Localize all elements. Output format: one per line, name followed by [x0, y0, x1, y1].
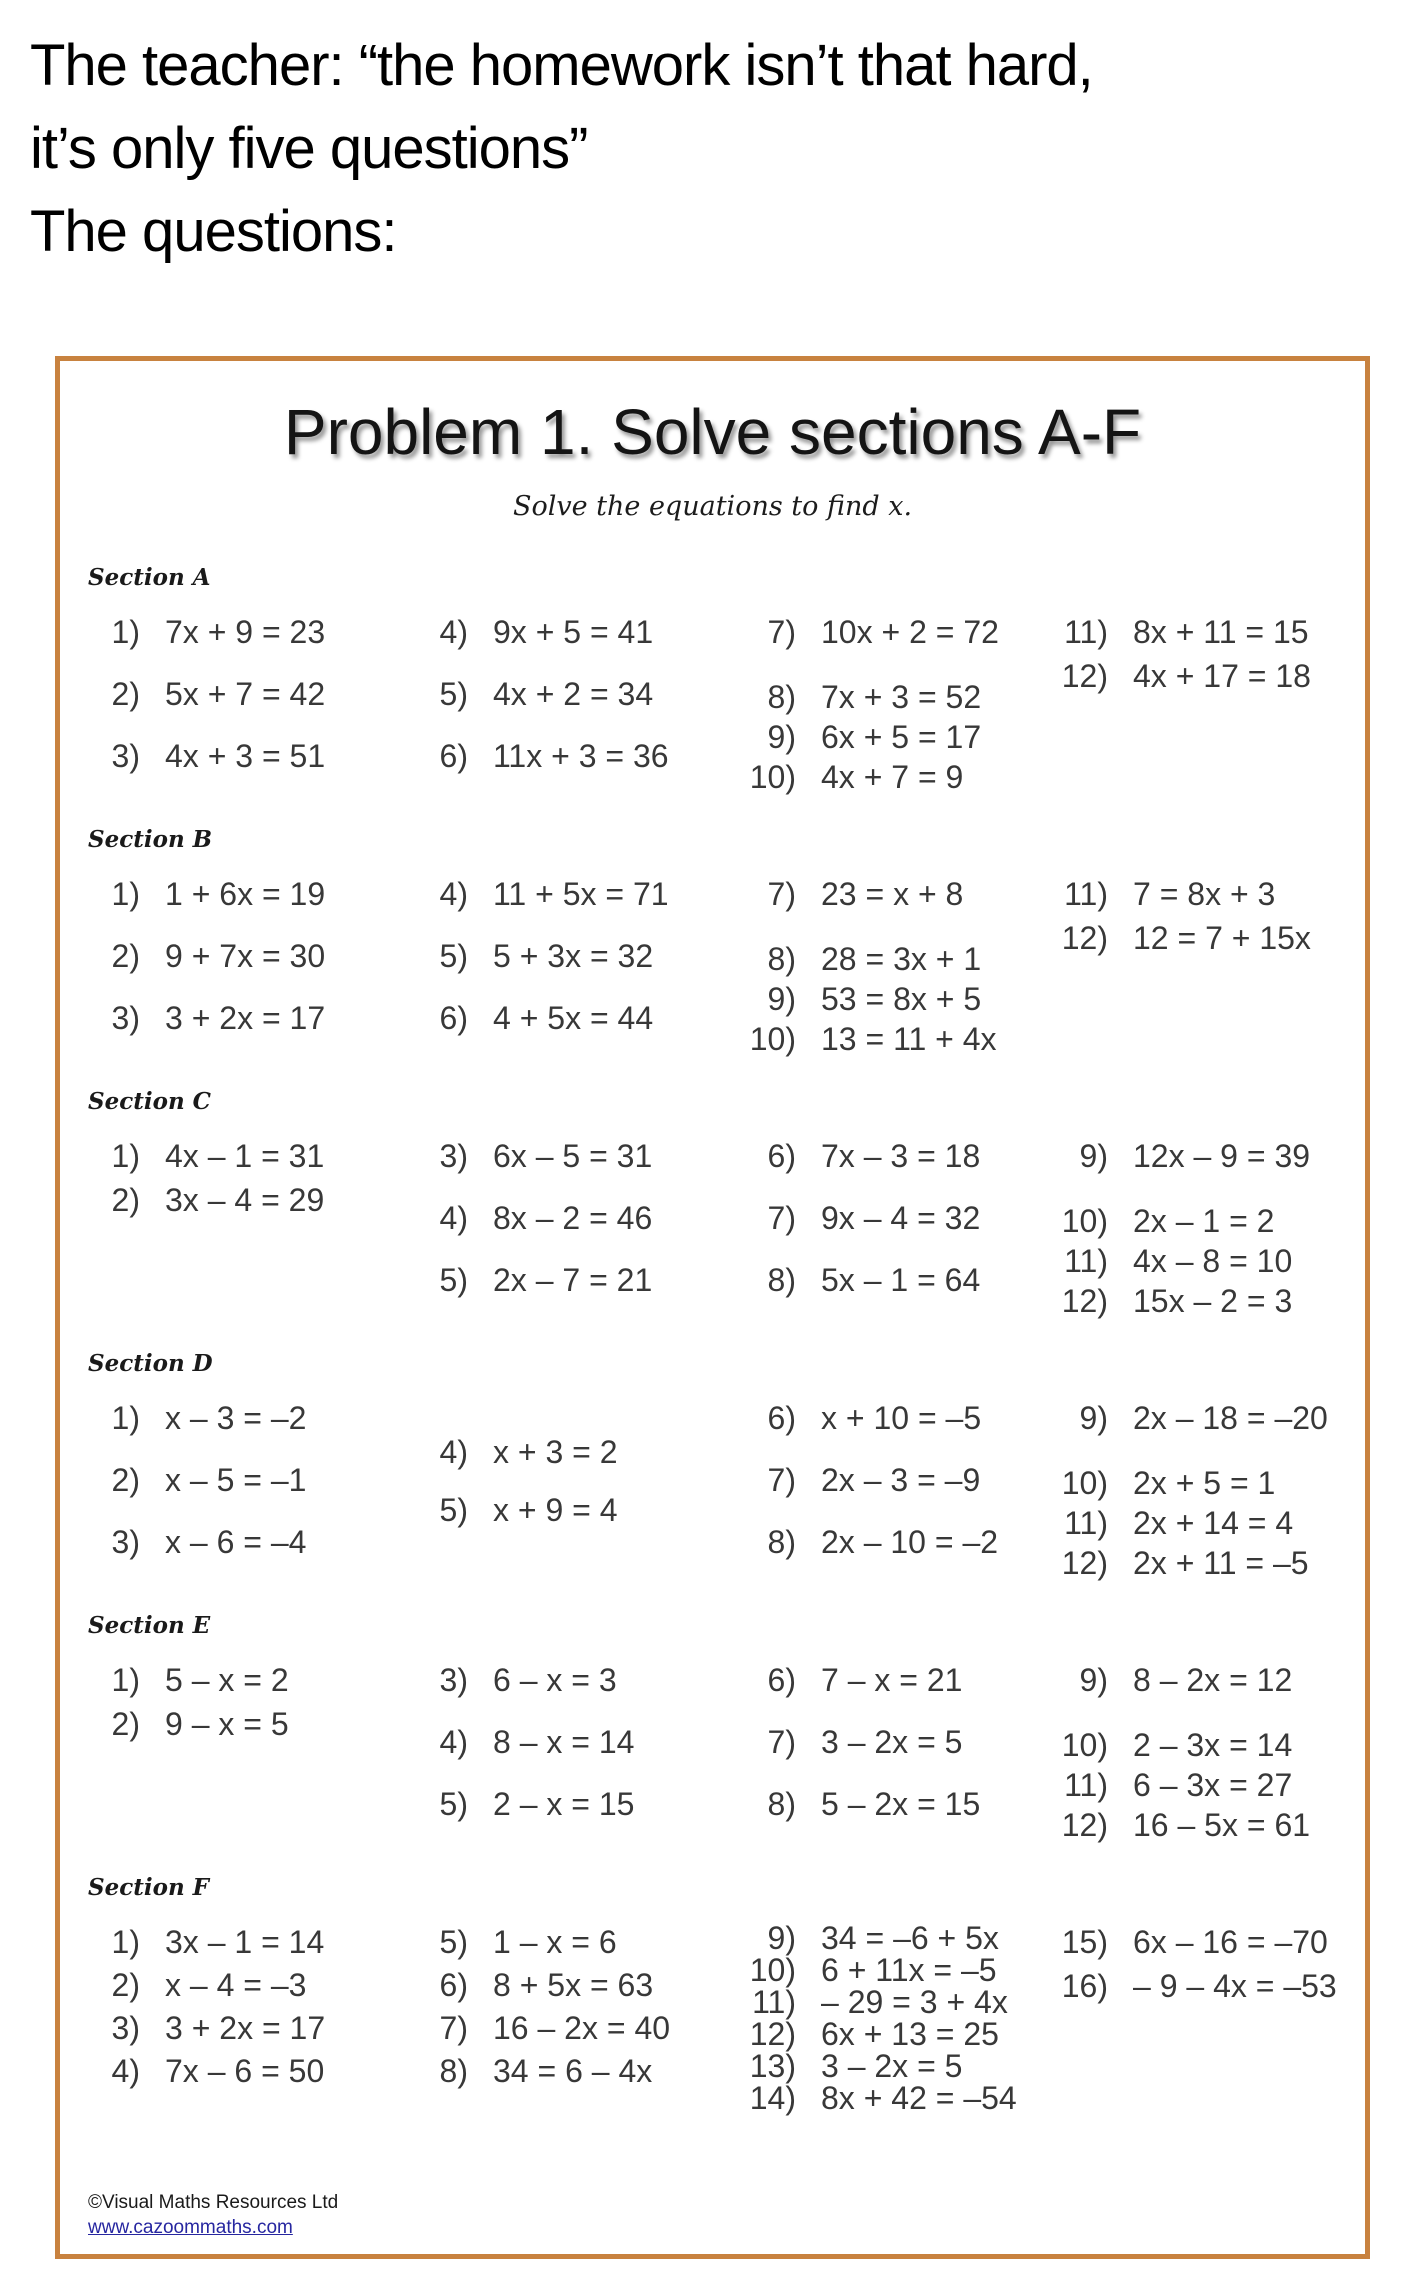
equation-row	[416, 1433, 618, 1471]
section-grid	[88, 1920, 1339, 2116]
equation-row	[416, 1137, 652, 1175]
equation-number: 2)	[111, 1967, 140, 2003]
equation-text: x + 10 = –5	[821, 1400, 982, 1436]
equation-text: 12x – 9 = 39	[1133, 1138, 1311, 1174]
equation-text: 3 – 2x = 5	[821, 1724, 963, 1760]
equation-number: 4)	[111, 2053, 140, 2089]
equation-number: 11)	[1064, 1767, 1108, 1803]
equation-number: 1)	[111, 1924, 140, 1960]
equation-number: 16)	[1061, 1968, 1108, 2004]
equation-number: 2)	[111, 1462, 140, 1498]
worksheet-footer	[86, 2190, 1339, 2254]
equation-text: 9x + 5 = 41	[493, 614, 654, 650]
equation-text: x – 3 = –2	[165, 1400, 307, 1436]
equation-number: 3)	[111, 2010, 140, 2046]
equation-text: 10x + 2 = 72	[821, 614, 999, 650]
equation-column	[88, 613, 416, 775]
equation-row	[416, 1199, 652, 1237]
worksheet-box	[55, 356, 1370, 2259]
meme-line-3: The questions:	[30, 199, 397, 264]
equation-row	[416, 1491, 618, 1529]
equation-number: 2)	[111, 1706, 140, 1742]
equation-text: 4x + 7 = 9	[821, 759, 964, 795]
equation-number: 9)	[1079, 1400, 1108, 1436]
equation-row	[1056, 613, 1309, 651]
equation-row	[744, 980, 981, 1018]
equation-column	[1056, 1661, 1339, 1844]
equation-text: 11 + 5x = 71	[493, 876, 669, 912]
equation-text: 2x + 11 = –5	[1133, 1545, 1309, 1581]
section-b	[88, 826, 1339, 1058]
equation-text: 3 – 2x = 5	[821, 2048, 963, 2084]
equation-number: 3)	[439, 1662, 468, 1698]
section-header: Section E	[88, 1612, 211, 1639]
equation-row	[1056, 1202, 1274, 1240]
section-grid	[88, 613, 1339, 796]
equation-row	[416, 1261, 652, 1299]
equation-row	[88, 1923, 324, 1961]
equation-text: 4x – 1 = 31	[165, 1138, 325, 1174]
section-d	[88, 1350, 1339, 1582]
equation-number: 1)	[111, 1400, 140, 1436]
equation-row	[88, 1181, 324, 1219]
equation-number: 3)	[111, 738, 140, 774]
equation-row	[416, 2009, 670, 2047]
equation-row	[744, 1785, 980, 1823]
equation-row	[416, 1966, 653, 2004]
equation-text: 7x + 3 = 52	[821, 679, 982, 715]
equation-text: 6x – 5 = 31	[493, 1138, 653, 1174]
equation-number: 6)	[767, 1400, 796, 1436]
equation-row	[1056, 1544, 1309, 1582]
equation-number: 7)	[767, 876, 796, 912]
equation-row	[1056, 1806, 1310, 1844]
equation-row	[88, 2052, 324, 2090]
equation-number: 2)	[111, 938, 140, 974]
section-header: Section D	[88, 1350, 213, 1377]
equation-number: 5)	[439, 676, 468, 712]
equation-text: 4x – 8 = 10	[1133, 1243, 1293, 1279]
equation-text: 16 – 5x = 61	[1133, 1807, 1311, 1843]
equation-number: 10)	[749, 1021, 796, 1057]
equation-row	[416, 937, 653, 975]
equation-row	[1056, 1726, 1292, 1764]
equation-number: 2)	[111, 1182, 140, 1218]
equation-number: 1)	[111, 1662, 140, 1698]
equation-text: 6x + 5 = 17	[821, 719, 982, 755]
equation-text: 2x – 7 = 21	[493, 1262, 653, 1298]
equation-number: 8)	[767, 1786, 796, 1822]
equation-text: 6 – x = 3	[493, 1662, 617, 1698]
equation-number: 11)	[1064, 614, 1108, 650]
equation-row	[88, 1461, 306, 1499]
equation-column	[744, 1137, 1056, 1299]
equation-row	[416, 737, 669, 775]
equation-text: 2x + 14 = 4	[1133, 1505, 1294, 1541]
equation-row	[744, 1661, 962, 1699]
equation-text: x – 4 = –3	[165, 1967, 307, 2003]
equation-column	[1056, 1399, 1339, 1582]
equation-text: x + 9 = 4	[493, 1492, 618, 1528]
equation-number: 10)	[1061, 1465, 1108, 1501]
equation-text: x – 5 = –1	[165, 1462, 307, 1498]
equation-text: 34 = –6 + 5x	[821, 1920, 999, 1956]
equation-number: 9)	[767, 1920, 796, 1956]
equation-text: 6x – 16 = –70	[1133, 1924, 1328, 1960]
equation-row	[744, 758, 963, 796]
equation-text: – 9 – 4x = –53	[1133, 1968, 1337, 2004]
equation-text: 1 – x = 6	[493, 1924, 617, 1960]
equation-row	[744, 1137, 980, 1175]
equation-number: 7)	[439, 2010, 468, 2046]
equation-number: 12)	[749, 2016, 796, 2052]
equation-number: 8)	[767, 941, 796, 977]
equation-number: 5)	[439, 1786, 468, 1822]
equation-column	[744, 1920, 1056, 2116]
equation-number: 13)	[749, 2048, 796, 2084]
equation-row	[88, 1966, 306, 2004]
equation-row	[88, 2009, 325, 2047]
equation-column	[416, 875, 744, 1037]
equation-text: 6 + 11x = –5	[821, 1952, 997, 1988]
equation-column	[88, 1399, 416, 1561]
equation-text: 2x – 3 = –9	[821, 1462, 981, 1498]
worksheet-sections	[86, 564, 1339, 2144]
equation-row	[1056, 1967, 1337, 2005]
equation-number: 12)	[1061, 1807, 1108, 1843]
equation-column	[1056, 613, 1339, 695]
equation-text: 5 – 2x = 15	[821, 1786, 981, 1822]
equation-number: 8)	[767, 1262, 796, 1298]
equation-number: 5)	[439, 1924, 468, 1960]
copyright-text: ©Visual Maths Resources Ltd	[88, 2192, 339, 2213]
equation-row	[1056, 919, 1311, 957]
equation-number: 5)	[439, 1262, 468, 1298]
equation-row	[1056, 657, 1311, 695]
equation-text: 9 – x = 5	[165, 1706, 289, 1742]
equation-number: 9)	[767, 981, 796, 1017]
section-header: Section C	[88, 1088, 211, 1115]
equation-text: 6 – 3x = 27	[1133, 1767, 1293, 1803]
equation-text: 4x + 3 = 51	[165, 738, 326, 774]
equation-text: 13 = 11 + 4x	[821, 1021, 997, 1057]
equation-number: 5)	[439, 1492, 468, 1528]
section-grid	[88, 875, 1339, 1058]
equation-text: 12 = 7 + 15x	[1133, 920, 1311, 956]
equation-row	[744, 2080, 1017, 2116]
equation-number: 7)	[767, 1462, 796, 1498]
equation-number: 9)	[767, 719, 796, 755]
equation-number: 3)	[439, 1138, 468, 1174]
equation-text: 9x – 4 = 32	[821, 1200, 981, 1236]
section-f	[88, 1874, 1339, 2114]
equation-text: 2x + 5 = 1	[1133, 1465, 1276, 1501]
equation-number: 12)	[1061, 1283, 1108, 1319]
equation-row	[744, 1261, 980, 1299]
equation-column	[744, 1399, 1056, 1561]
equation-row	[1056, 1242, 1292, 1280]
equation-row	[744, 1199, 980, 1237]
equation-number: 10)	[749, 1952, 796, 1988]
equation-column	[88, 875, 416, 1037]
equation-text: 4x + 17 = 18	[1133, 658, 1311, 694]
equation-row	[1056, 1504, 1293, 1542]
equation-number: 4)	[439, 1724, 468, 1760]
equation-row	[416, 675, 653, 713]
equation-text: 3x – 4 = 29	[165, 1182, 325, 1218]
section-grid	[88, 1661, 1339, 1844]
equation-row	[744, 1020, 997, 1058]
equation-text: 3 + 2x = 17	[165, 2010, 326, 2046]
equation-text: 7x – 3 = 18	[821, 1138, 981, 1174]
equation-text: 3 + 2x = 17	[165, 1000, 326, 1036]
equation-row	[744, 940, 981, 978]
equation-row	[1056, 875, 1275, 913]
equation-row	[416, 875, 669, 913]
equation-text: 7x – 6 = 50	[165, 2053, 325, 2089]
equation-row	[1056, 1464, 1275, 1502]
equation-text: 7 – x = 21	[821, 1662, 963, 1698]
equation-text: x + 3 = 2	[493, 1434, 618, 1470]
equation-number: 4)	[439, 614, 468, 650]
equation-number: 10)	[1061, 1727, 1108, 1763]
equation-column	[416, 613, 744, 775]
equation-number: 14)	[749, 2080, 796, 2116]
equation-text: 2x – 10 = –2	[821, 1524, 999, 1560]
equation-row	[88, 613, 325, 651]
equation-row	[744, 1984, 1008, 2020]
equation-text: 23 = x + 8	[821, 876, 964, 912]
equation-text: 3x – 1 = 14	[165, 1924, 325, 1960]
equation-number: 6)	[439, 738, 468, 774]
section-grid	[88, 1399, 1339, 1582]
equation-number: 4)	[439, 1434, 468, 1470]
equation-text: 8x + 42 = –54	[821, 2080, 1017, 2116]
equation-number: 7)	[767, 1724, 796, 1760]
equation-number: 11)	[1064, 1243, 1108, 1279]
equation-row	[88, 999, 325, 1037]
equation-row	[744, 1952, 997, 1988]
equation-text: 7 = 8x + 3	[1133, 876, 1276, 912]
equation-row	[1056, 1399, 1328, 1437]
equation-column	[1056, 875, 1339, 957]
equation-row	[744, 1461, 980, 1499]
equation-number: 1)	[111, 1138, 140, 1174]
equation-row	[416, 1923, 617, 1961]
equation-row	[744, 678, 981, 716]
equation-row	[744, 1523, 998, 1561]
meme-line-1: The teacher: “the homework isn’t that hard,	[30, 33, 1093, 98]
equation-row	[744, 2016, 999, 2052]
equation-row	[1056, 1661, 1292, 1699]
equation-number: 6)	[767, 1138, 796, 1174]
equation-text: 6x + 13 = 25	[821, 2016, 999, 2052]
equation-number: 3)	[111, 1000, 140, 1036]
equation-text: 28 = 3x + 1	[821, 941, 982, 977]
equation-text: 2x – 18 = –20	[1133, 1400, 1328, 1436]
equation-row	[1056, 1137, 1310, 1175]
equation-text: 4x + 2 = 34	[493, 676, 654, 712]
equation-column	[744, 1661, 1056, 1823]
equation-row	[744, 718, 981, 756]
equation-row	[88, 1661, 289, 1699]
equation-row	[88, 737, 325, 775]
equation-number: 7)	[767, 1200, 796, 1236]
equation-row	[416, 999, 653, 1037]
equation-column	[416, 1433, 744, 1529]
equation-column	[88, 1923, 416, 2090]
equation-row	[88, 1399, 306, 1437]
equation-text: 8x + 11 = 15	[1133, 614, 1309, 650]
equation-row	[88, 875, 325, 913]
equation-number: 8)	[767, 1524, 796, 1560]
equation-number: 4)	[439, 876, 468, 912]
equation-number: 5)	[439, 938, 468, 974]
equation-number: 1)	[111, 614, 140, 650]
equation-text: 8 + 5x = 63	[493, 1967, 654, 2003]
section-e	[88, 1612, 1339, 1844]
equation-number: 7)	[767, 614, 796, 650]
equation-number: 11)	[752, 1984, 796, 2020]
equation-row	[88, 675, 325, 713]
equation-number: 3)	[111, 1524, 140, 1560]
equation-text: 8x – 2 = 46	[493, 1200, 653, 1236]
equation-number: 1)	[111, 876, 140, 912]
equation-number: 6)	[439, 1967, 468, 2003]
equation-number: 10)	[749, 759, 796, 795]
section-header: Section A	[88, 564, 211, 591]
equation-column	[88, 1661, 416, 1743]
equation-column	[416, 1923, 744, 2090]
equation-number: 12)	[1061, 1545, 1108, 1581]
equation-row	[744, 875, 963, 913]
equation-text: 2 – 3x = 14	[1133, 1727, 1293, 1763]
equation-text: – 29 = 3 + 4x	[821, 1984, 1008, 2020]
equation-row	[416, 1723, 634, 1761]
website-link[interactable]: www.cazoommaths.com	[88, 2217, 293, 2238]
worksheet-title: Problem 1. Solve sections A-F	[283, 396, 1142, 468]
equation-column	[744, 613, 1056, 796]
equation-text: 2x – 1 = 2	[1133, 1203, 1275, 1239]
section-c	[88, 1088, 1339, 1320]
equation-text: 15x – 2 = 3	[1133, 1283, 1293, 1319]
equation-number: 9)	[1079, 1662, 1108, 1698]
section-header: Section B	[88, 826, 213, 853]
equation-number: 15)	[1061, 1924, 1108, 1960]
equation-row	[88, 1137, 324, 1175]
equation-text: 8 – 2x = 12	[1133, 1662, 1293, 1698]
equation-text: 8 – x = 14	[493, 1724, 635, 1760]
section-grid	[88, 1137, 1339, 1320]
equation-number: 11)	[1064, 1505, 1108, 1541]
equation-number: 8)	[439, 2053, 468, 2089]
equation-number: 12)	[1061, 658, 1108, 694]
equation-text: 5 – x = 2	[165, 1662, 289, 1698]
equation-text: 5 + 3x = 32	[493, 938, 654, 974]
equation-number: 6)	[439, 1000, 468, 1036]
equation-row	[744, 2048, 963, 2084]
equation-column	[1056, 1923, 1339, 2005]
equation-text: 2 – x = 15	[493, 1786, 635, 1822]
equation-number: 10)	[1061, 1203, 1108, 1239]
equation-row	[416, 613, 653, 651]
section-a	[88, 564, 1339, 796]
equation-row	[744, 1399, 981, 1437]
equation-number: 6)	[767, 1662, 796, 1698]
equation-row	[1056, 1282, 1292, 1320]
equation-row	[744, 613, 999, 651]
equation-text: 7x + 9 = 23	[165, 614, 326, 650]
equation-row	[1056, 1923, 1328, 1961]
meme-line-2: it’s only five questions”	[30, 116, 588, 181]
equation-text: x – 6 = –4	[165, 1524, 307, 1560]
equation-column	[416, 1661, 744, 1823]
equation-text: 11x + 3 = 36	[493, 738, 669, 774]
equation-text: 16 – 2x = 40	[493, 2010, 671, 2046]
equation-number: 9)	[1079, 1138, 1108, 1174]
equation-number: 12)	[1061, 920, 1108, 956]
equation-text: 4 + 5x = 44	[493, 1000, 654, 1036]
equation-text: 5x + 7 = 42	[165, 676, 326, 712]
equation-row	[744, 1723, 962, 1761]
equation-row	[1056, 1766, 1292, 1804]
equation-row	[88, 1705, 289, 1743]
equation-column	[88, 1137, 416, 1219]
equation-column	[416, 1137, 744, 1299]
equation-number: 4)	[439, 1200, 468, 1236]
equation-text: 53 = 8x + 5	[821, 981, 982, 1017]
worksheet-subtitle: Solve the equations to find x.	[512, 491, 913, 522]
equation-text: 34 = 6 – 4x	[493, 2053, 653, 2089]
section-header: Section F	[88, 1874, 210, 1901]
equation-column	[1056, 1137, 1339, 1320]
equation-column	[744, 875, 1056, 1058]
equation-number: 11)	[1064, 876, 1108, 912]
equation-text: 9 + 7x = 30	[165, 938, 326, 974]
equation-row	[416, 2052, 652, 2090]
equation-number: 8)	[767, 679, 796, 715]
meme-caption	[0, 0, 1423, 273]
equation-row	[88, 1523, 306, 1561]
equation-row	[416, 1661, 617, 1699]
equation-row	[416, 1785, 634, 1823]
equation-number: 2)	[111, 676, 140, 712]
equation-text: 1 + 6x = 19	[165, 876, 326, 912]
equation-row	[88, 937, 325, 975]
equation-row	[744, 1920, 999, 1956]
equation-text: 5x – 1 = 64	[821, 1262, 981, 1298]
